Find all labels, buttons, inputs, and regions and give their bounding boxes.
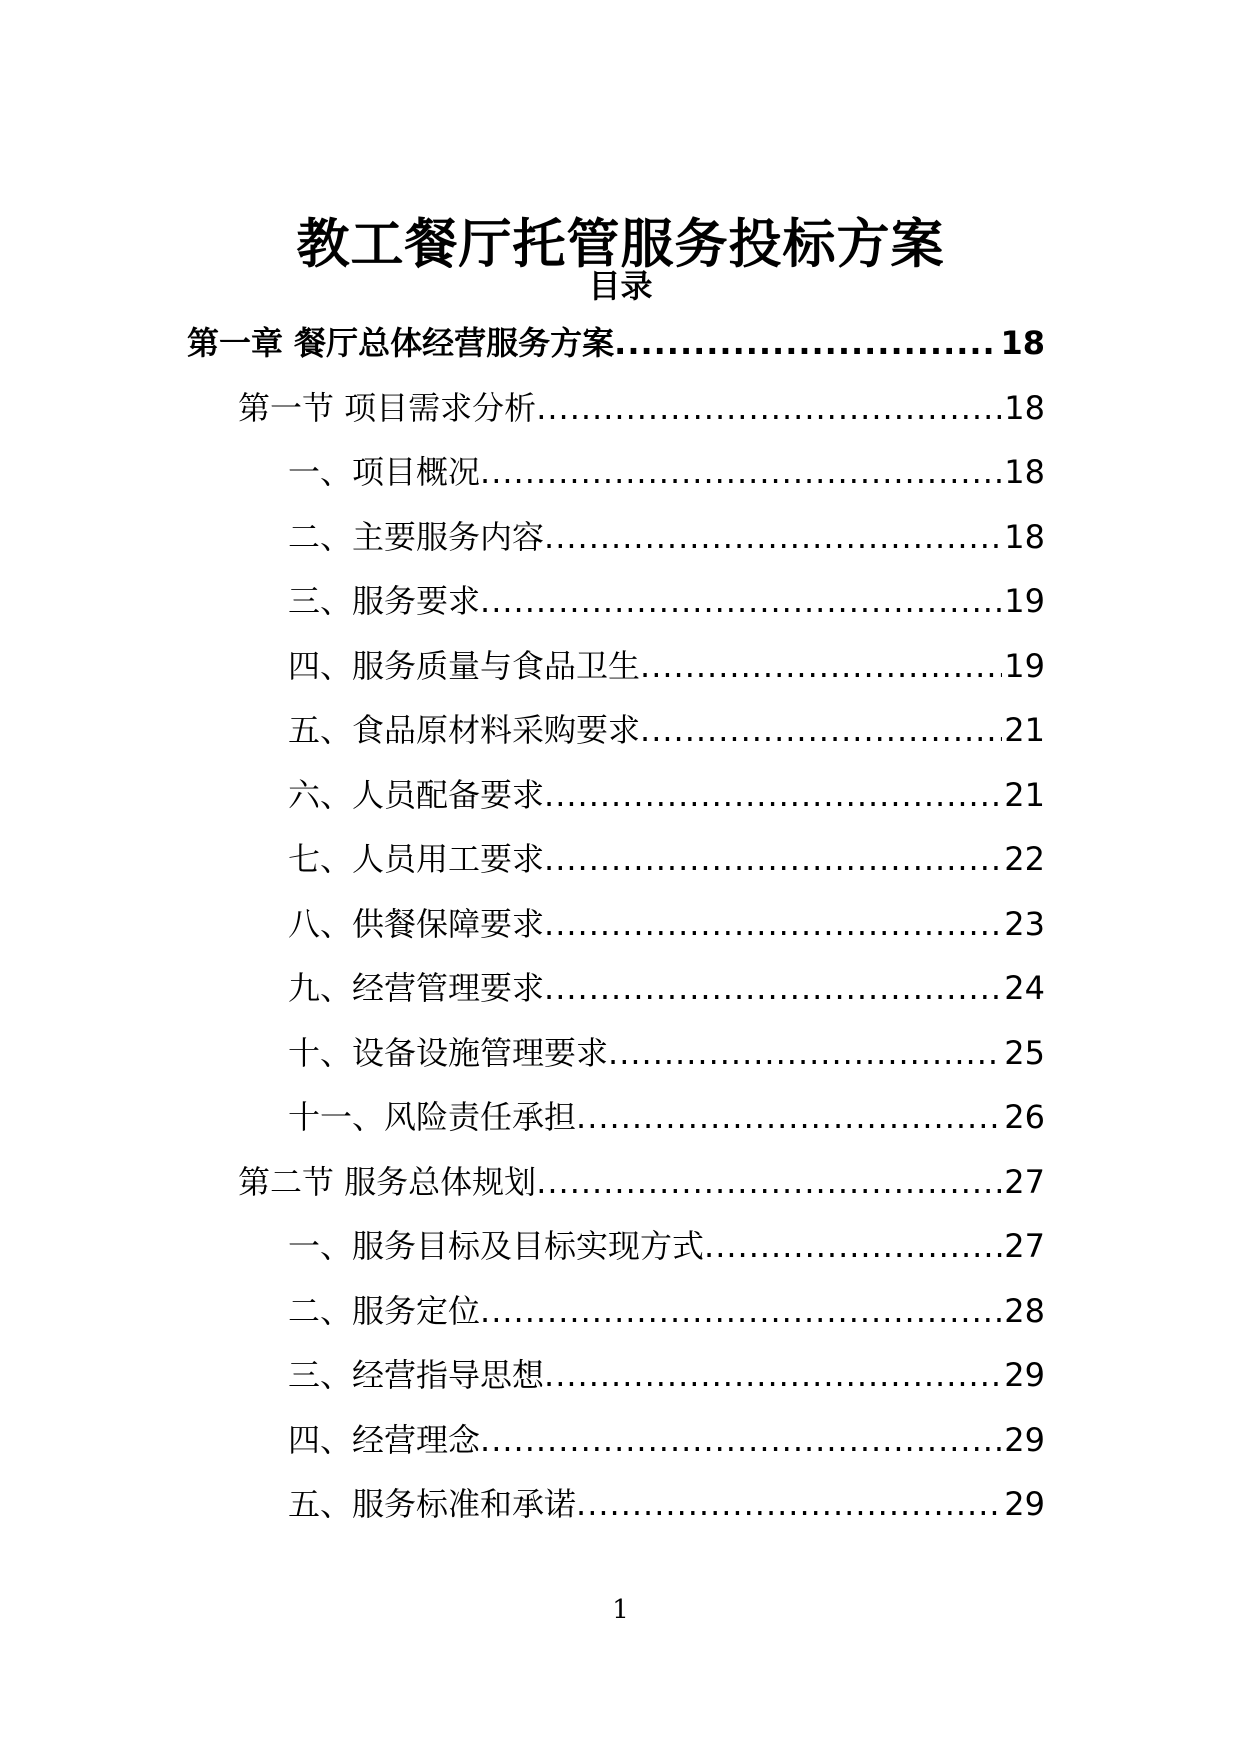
toc-entry[interactable] <box>288 514 1045 560</box>
toc-entry[interactable] <box>288 578 1045 624</box>
toc-entry[interactable] <box>288 836 1045 882</box>
toc-entry[interactable] <box>288 643 1045 689</box>
toc-entry[interactable] <box>288 965 1045 1011</box>
toc-entry-page-number: 21 <box>1004 711 1045 749</box>
toc-entry-page-number: 22 <box>1004 840 1045 878</box>
toc-dot-leader <box>544 514 1002 560</box>
toc-entry[interactable] <box>288 1030 1045 1076</box>
toc-entry[interactable] <box>288 1094 1045 1140</box>
toc-entry[interactable] <box>288 1352 1045 1398</box>
toc-entry-page-number: 18 <box>1000 324 1045 362</box>
toc-dot-leader <box>614 320 998 366</box>
toc-entry-page-number: 26 <box>1004 1098 1045 1136</box>
toc-entry-page-number: 18 <box>1004 388 1045 427</box>
toc-entry[interactable] <box>238 385 1045 431</box>
toc-entry[interactable] <box>288 1223 1045 1269</box>
document-title: 教工餐厅托管服务投标方案 <box>296 213 945 275</box>
toc-dot-leader <box>544 1352 1002 1398</box>
toc-entry[interactable] <box>288 901 1045 947</box>
toc-dot-leader <box>640 643 1002 689</box>
toc-entry-title: 五、服务标准和承诺 <box>288 1485 577 1523</box>
toc-entry-title: 一、项目概况 <box>288 453 481 491</box>
toc-entry-page-number: 27 <box>1004 1227 1045 1265</box>
toc-entry-title: 三、经营指导思想 <box>288 1356 545 1394</box>
toc-entry-title: 第二节 服务总体规划 <box>238 1162 537 1201</box>
toc-entry-page-number: 25 <box>1004 1033 1045 1072</box>
toc-dot-leader <box>536 1159 1002 1205</box>
toc-dot-leader <box>608 1030 1002 1076</box>
toc-entry-page-number: 28 <box>1004 1291 1045 1330</box>
toc-entry-page-number: 29 <box>1004 1356 1045 1394</box>
toc-entry[interactable] <box>288 707 1045 753</box>
toc-dot-leader <box>536 385 1002 431</box>
toc-entry-title: 四、服务质量与食品卫生 <box>288 646 641 685</box>
toc-heading: 目录 <box>588 267 653 305</box>
toc-dot-leader <box>704 1223 1002 1269</box>
toc-entry[interactable] <box>288 1481 1045 1527</box>
toc-dot-leader <box>480 1288 1002 1334</box>
toc-entry-page-number: 18 <box>1004 453 1045 491</box>
page-number: 1 <box>612 1595 629 1625</box>
toc-entry-title: 九、经营管理要求 <box>288 969 545 1007</box>
toc-entry-page-number: 19 <box>1004 646 1045 685</box>
toc-entry-page-number: 24 <box>1004 969 1045 1007</box>
toc-dot-leader <box>640 707 1002 753</box>
toc-entry-title: 八、供餐保障要求 <box>288 904 545 943</box>
toc-entry[interactable] <box>238 1159 1045 1205</box>
toc-dot-leader <box>480 578 1002 624</box>
toc-entry-title: 五、食品原材料采购要求 <box>288 711 641 749</box>
toc-dot-leader <box>576 1481 1002 1527</box>
toc-entry-title: 一、服务目标及目标实现方式 <box>288 1227 705 1265</box>
toc-entry-page-number: 21 <box>1004 775 1045 814</box>
toc-entry-title: 六、人员配备要求 <box>288 775 545 814</box>
toc-entry-page-number: 29 <box>1004 1420 1045 1459</box>
toc-entry-title: 三、服务要求 <box>288 582 481 620</box>
toc-entry[interactable] <box>288 772 1045 818</box>
toc-entry-title: 二、服务定位 <box>288 1291 481 1330</box>
toc-entry-title: 第一章 餐厅总体经营服务方案 <box>187 324 615 362</box>
toc-entry[interactable] <box>288 1288 1045 1334</box>
toc-entry[interactable] <box>288 1417 1045 1463</box>
toc-entry-page-number: 19 <box>1004 582 1045 620</box>
toc-entry-title: 十、设备设施管理要求 <box>288 1033 609 1072</box>
toc-dot-leader <box>480 1417 1002 1463</box>
toc-entry-page-number: 23 <box>1004 904 1045 943</box>
toc-dot-leader <box>544 965 1002 1011</box>
toc-entry[interactable] <box>288 449 1045 495</box>
toc-dot-leader <box>544 901 1002 947</box>
toc-dot-leader <box>544 836 1002 882</box>
toc-dot-leader <box>544 772 1002 818</box>
toc-entry-page-number: 29 <box>1004 1485 1045 1523</box>
toc-entry-page-number: 18 <box>1004 517 1045 556</box>
toc-entry[interactable] <box>187 320 1045 366</box>
toc-entry-title: 第一节 项目需求分析 <box>238 388 537 427</box>
toc-entry-title: 二、主要服务内容 <box>288 517 545 556</box>
toc-dot-leader <box>480 449 1002 495</box>
toc-entry-title: 四、经营理念 <box>288 1420 481 1459</box>
toc-dot-leader <box>576 1094 1002 1140</box>
toc-entry-title: 七、人员用工要求 <box>288 840 545 878</box>
toc-entry-title: 十一、风险责任承担 <box>288 1098 577 1136</box>
toc-entry-page-number: 27 <box>1004 1162 1045 1201</box>
